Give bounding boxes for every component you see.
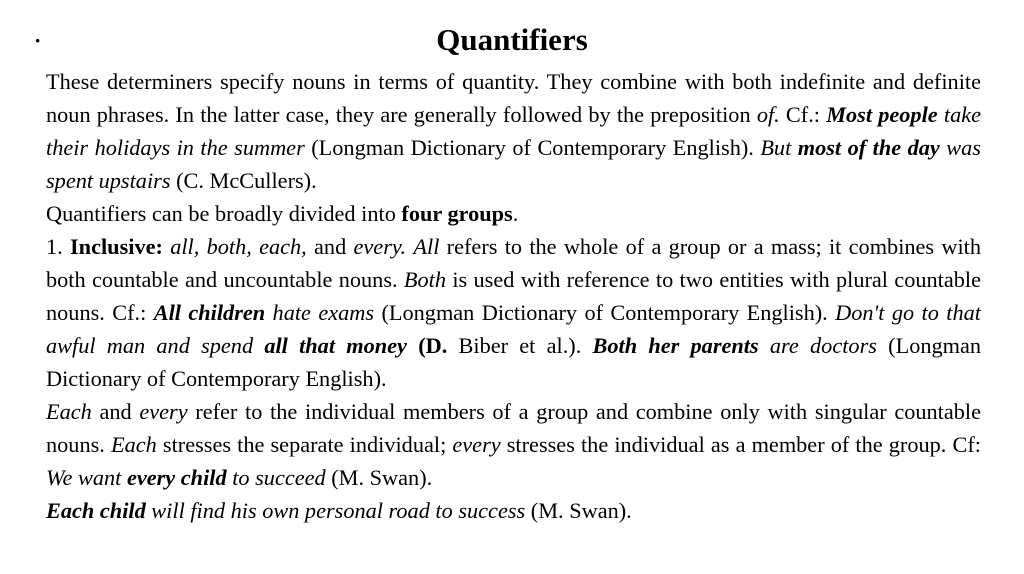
each-word-2: Each xyxy=(110,432,157,457)
each-every-text-1: refer to the individual members of a group and combine only with singular countable nouns. xyxy=(46,399,981,457)
groups-period: . xyxy=(512,201,519,226)
inclusive-words: all, both, each, xyxy=(162,234,307,259)
slide-title: Quantifiers xyxy=(436,22,588,57)
paragraph-intro xyxy=(46,65,981,197)
example-2-but: But xyxy=(760,135,798,160)
each-every-text-2: stresses the separate individual; xyxy=(156,432,453,457)
every-word-2: every xyxy=(452,432,501,457)
source-4: Biber et al.). xyxy=(447,333,593,358)
paragraph-inclusive xyxy=(46,230,981,395)
each-every-text-3: stresses the individual as a member of the group. Cf: xyxy=(500,432,981,457)
inclusive-heading: Inclusive: xyxy=(70,234,163,259)
slide-bullet-dot: · xyxy=(34,28,42,53)
groups-text: Quantifiers can be broadly divided into xyxy=(46,201,402,226)
intro-text: These determiners specify nouns in terms of quantity. They combine with both indefinite and definite noun phrases. In the latter case, they are generally followed by the preposition xyxy=(46,69,981,127)
inclusive-number: 1. xyxy=(46,234,70,259)
source-6: (M. Swan). xyxy=(325,465,433,490)
paragraph-groups xyxy=(46,197,981,230)
inclusive-both: Both xyxy=(403,267,447,292)
example-both-her-parents: Both her parents xyxy=(592,333,759,358)
example-dont-go: Don't go to that awful man and spend xyxy=(46,300,981,358)
source-4-open: (D. xyxy=(418,333,448,358)
example-all-that-money: all that money xyxy=(264,333,407,358)
example-all-children: All children xyxy=(153,300,266,325)
inclusive-text-2: is used with reference to two entities with plural countable nouns. Cf.: xyxy=(46,267,981,325)
groups-four-groups: four groups xyxy=(401,201,513,226)
inclusive-all: All xyxy=(413,234,440,259)
intro-cf: Cf.: xyxy=(779,102,827,127)
source-3: (Longman Dictionary of Contemporary English). xyxy=(374,300,836,325)
inclusive-every: every. xyxy=(353,234,407,259)
each-word-1: Each xyxy=(46,399,92,424)
example-most-of-the-day: most of the day xyxy=(797,135,940,160)
slide-body xyxy=(46,65,981,527)
example-each-child: Each child xyxy=(46,498,146,523)
example-are-doctors: are doctors xyxy=(758,333,877,358)
source-5: (Longman Dictionary of Contemporary English). xyxy=(46,333,982,391)
inclusive-text-1: refers to the whole of a group or a mass; it combines with both countable and uncountable nouns. xyxy=(46,234,982,292)
paragraph-each-every xyxy=(46,395,981,494)
inclusive-and: and xyxy=(306,234,354,259)
example-we-want: We want xyxy=(46,465,127,490)
example-every-child: every child xyxy=(126,465,227,490)
source-1: (Longman Dictionary of Contemporary English). xyxy=(304,135,761,160)
source-2: (C. McCullers). xyxy=(170,168,317,193)
source-7: (M. Swan). xyxy=(525,498,632,523)
example-will-find: will find his own personal road to success xyxy=(145,498,526,523)
example-hate-exams: hate exams xyxy=(265,300,375,325)
example-1-rest: take their holidays in the summer xyxy=(46,102,982,160)
example-2-rest: was spent upstairs xyxy=(46,135,981,193)
paragraph-each-child xyxy=(46,494,981,527)
example-to-succeed: to succeed xyxy=(226,465,326,490)
each-every-and: and xyxy=(91,399,140,424)
example-most-people: Most people xyxy=(826,102,938,127)
space-2 xyxy=(407,333,418,358)
intro-of: of. xyxy=(756,102,780,127)
every-word-1: every xyxy=(139,399,188,424)
